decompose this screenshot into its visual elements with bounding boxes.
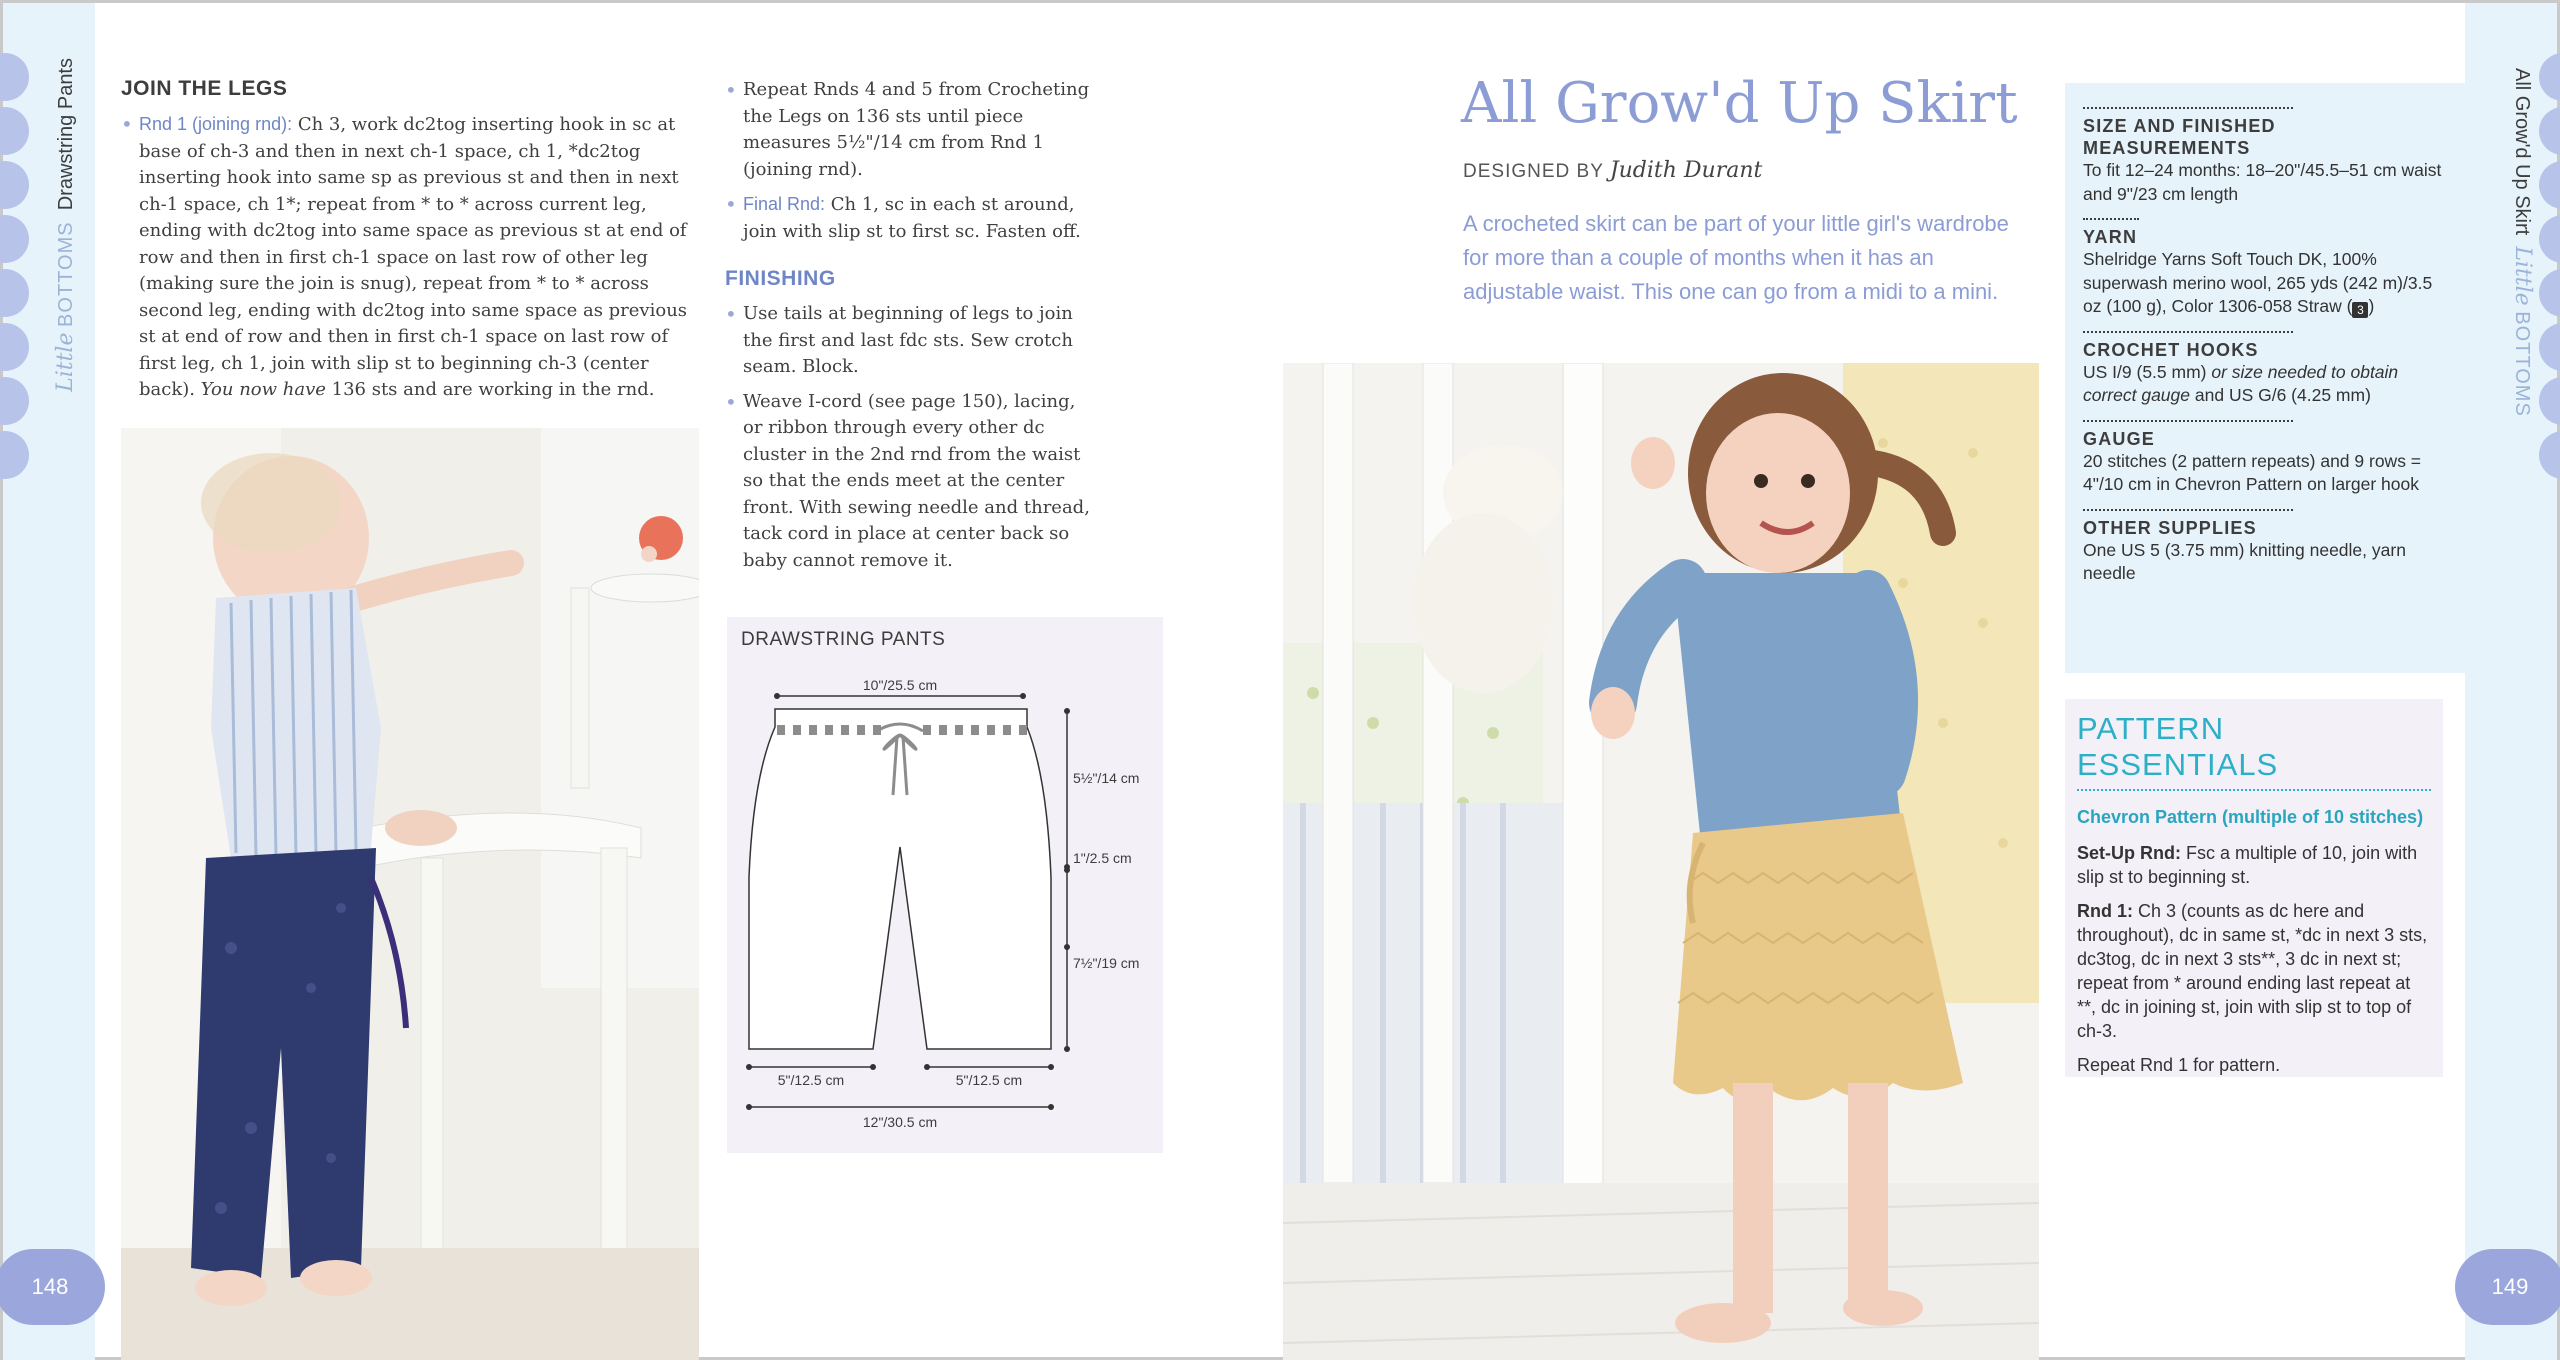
essentials-title: PATTERN ESSENTIALS [2077,711,2431,791]
baby-drawstring-pants-photo [121,428,699,1360]
dim-top-height: 5½"/14 cm [1073,770,1140,786]
pattern-specs-panel [2065,83,2467,673]
page-number-right: 149 [2455,1249,2560,1325]
schematic-title: DRAWSTRING PANTS [741,629,946,650]
right-scallop-edge [2539,53,2560,485]
spec-gauge: GAUGE 20 stitches (2 pattern repeats) and 9 rows = 4"/10 cm in Chevron Pattern on larger hook [2083,420,2449,497]
dim-bottom-total: 12"/30.5 cm [862,1114,938,1130]
repeat-rnds-step: • Repeat Rnds 4 and 5 from Crocheting the Legs on 136 sts until piece measures 5½"/14 cm from Rnd 1 (joining rnd). [725,77,1095,183]
finishing-step-1: • Use tails at beginning of legs to join the first and last fdc sts. Sew crotch seam. Block. [725,301,1095,381]
rnd1-joining-step: • Rnd 1 (joining rnd): Ch 3, work dc2tog inserting hook in sc at base of ch-3 and then in next ch-1 space, ch 1, *dc2tog inserting hook into same sp as previous st and then in next ch-1 space, ch 1*; repeat from * to * across current leg, ending with dc2tog into same space as previous st at end of row and then in first ch-1 space on last row of other leg (making sure the join is snug), repeat from * to * across second leg, ending with dc2tog into same space as previous st at end of row and then in first ch-1 space on last row of first leg, ch 1, join with slip st to beginning ch-3 (center back). You now have 136 sts and are working in the rnd. [121,111,703,404]
yarn-weight-icon: 3 [2352,302,2368,318]
designer-name: Judith Durant [1609,158,1763,183]
continue-steps-list [725,77,1095,245]
pants-schematic-drawing [727,617,1163,1153]
final-rnd-step: • Final Rnd: Ch 1, sc in each st around, join with slip st to first sc. Fasten off. [725,191,1095,245]
left-running-head: Little BOTTOMS Drawstring Pants [53,58,78,392]
toddler-photo-illustration [1283,363,2039,1360]
baby-photo-illustration [121,428,699,1360]
right-side-tab [2465,3,2557,1360]
setup-rnd: Set-Up Rnd: Fsc a multiple of 10, join with slip st to beginning st. [2077,843,2418,887]
spec-hooks: CROCHET HOOKS US I/9 (5.5 mm) or size needed to obtain correct gauge and US G/6 (4.25 mm) [2083,331,2449,408]
dim-leg-left: 5"/12.5 cm [777,1072,845,1088]
page-number-left: 148 [0,1249,105,1325]
rnd1-instructions: Rnd 1: Ch 3 (counts as dc here and throughout), dc in same st, *dc in next 3 sts, dc3tog, dc in next 3 sts**, 3 dc in next st; repeat from * around ending last repeat at **, dc in joining st, join with slip st to top of ch-3. [2077,901,2428,1041]
spec-size: SIZE AND FINISHED MEASUREMENTS To fit 12–24 months: 18–20"/45.5–51 cm waist and 9"/23 cm length [2083,107,2449,206]
designer-byline: DESIGNED BY Judith Durant [1463,158,1763,183]
left-scallop-edge [0,53,21,485]
chevron-pattern-heading: Chevron Pattern (multiple of 10 stitches) [2077,807,2424,827]
repeat-instruction: Repeat Rnd 1 for pattern. [2077,1055,2281,1075]
pattern-title: All Grow'd Up Skirt [1461,71,2018,136]
toddler-skirt-photo [1283,363,2039,1360]
pattern-essentials-box [2065,699,2443,1077]
pattern-intro: A crocheted skirt can be part of your little girl's wardrobe for more than a couple of months when it has an adjustable waist. This one can go from a midi to a mini. [1463,211,2009,304]
left-side-tab [3,3,95,1360]
finishing-heading: FINISHING [725,267,836,290]
drawstring-pants-schematic [727,617,1163,1153]
join-the-legs-section [121,77,703,412]
join-steps-list [121,111,703,404]
dim-crotch: 1"/2.5 cm [1073,850,1132,866]
finishing-step-2: • Weave I-cord (see page 150), lacing, or ribbon through every other dc cluster in the 2nd rnd from the waist so that the ends meet at the center front. With sewing needle and thread, tack cord in place at center back so baby cannot remove it. [725,389,1095,575]
spec-yarn: YARN Shelridge Yarns Soft Touch DK, 100% superwash merino wool, 265 yds (242 m)/3.5 oz (100 g), Color 1306-058 Straw ( 3 ) [2083,218,2449,319]
finishing-section [725,77,1095,582]
dim-inseam: 7½"/19 cm [1073,955,1140,971]
right-running-head: All Grow'd Up Skirt Little BOTTOMS [2510,68,2535,417]
dim-waist: 10"/25.5 cm [862,677,938,693]
spec-supplies: OTHER SUPPLIES One US 5 (3.75 mm) knitting needle, yarn needle [2083,509,2449,586]
finishing-steps-list [725,301,1095,574]
join-the-legs-heading: JOIN THE LEGS [121,77,288,100]
dim-leg-right: 5"/12.5 cm [955,1072,1023,1088]
